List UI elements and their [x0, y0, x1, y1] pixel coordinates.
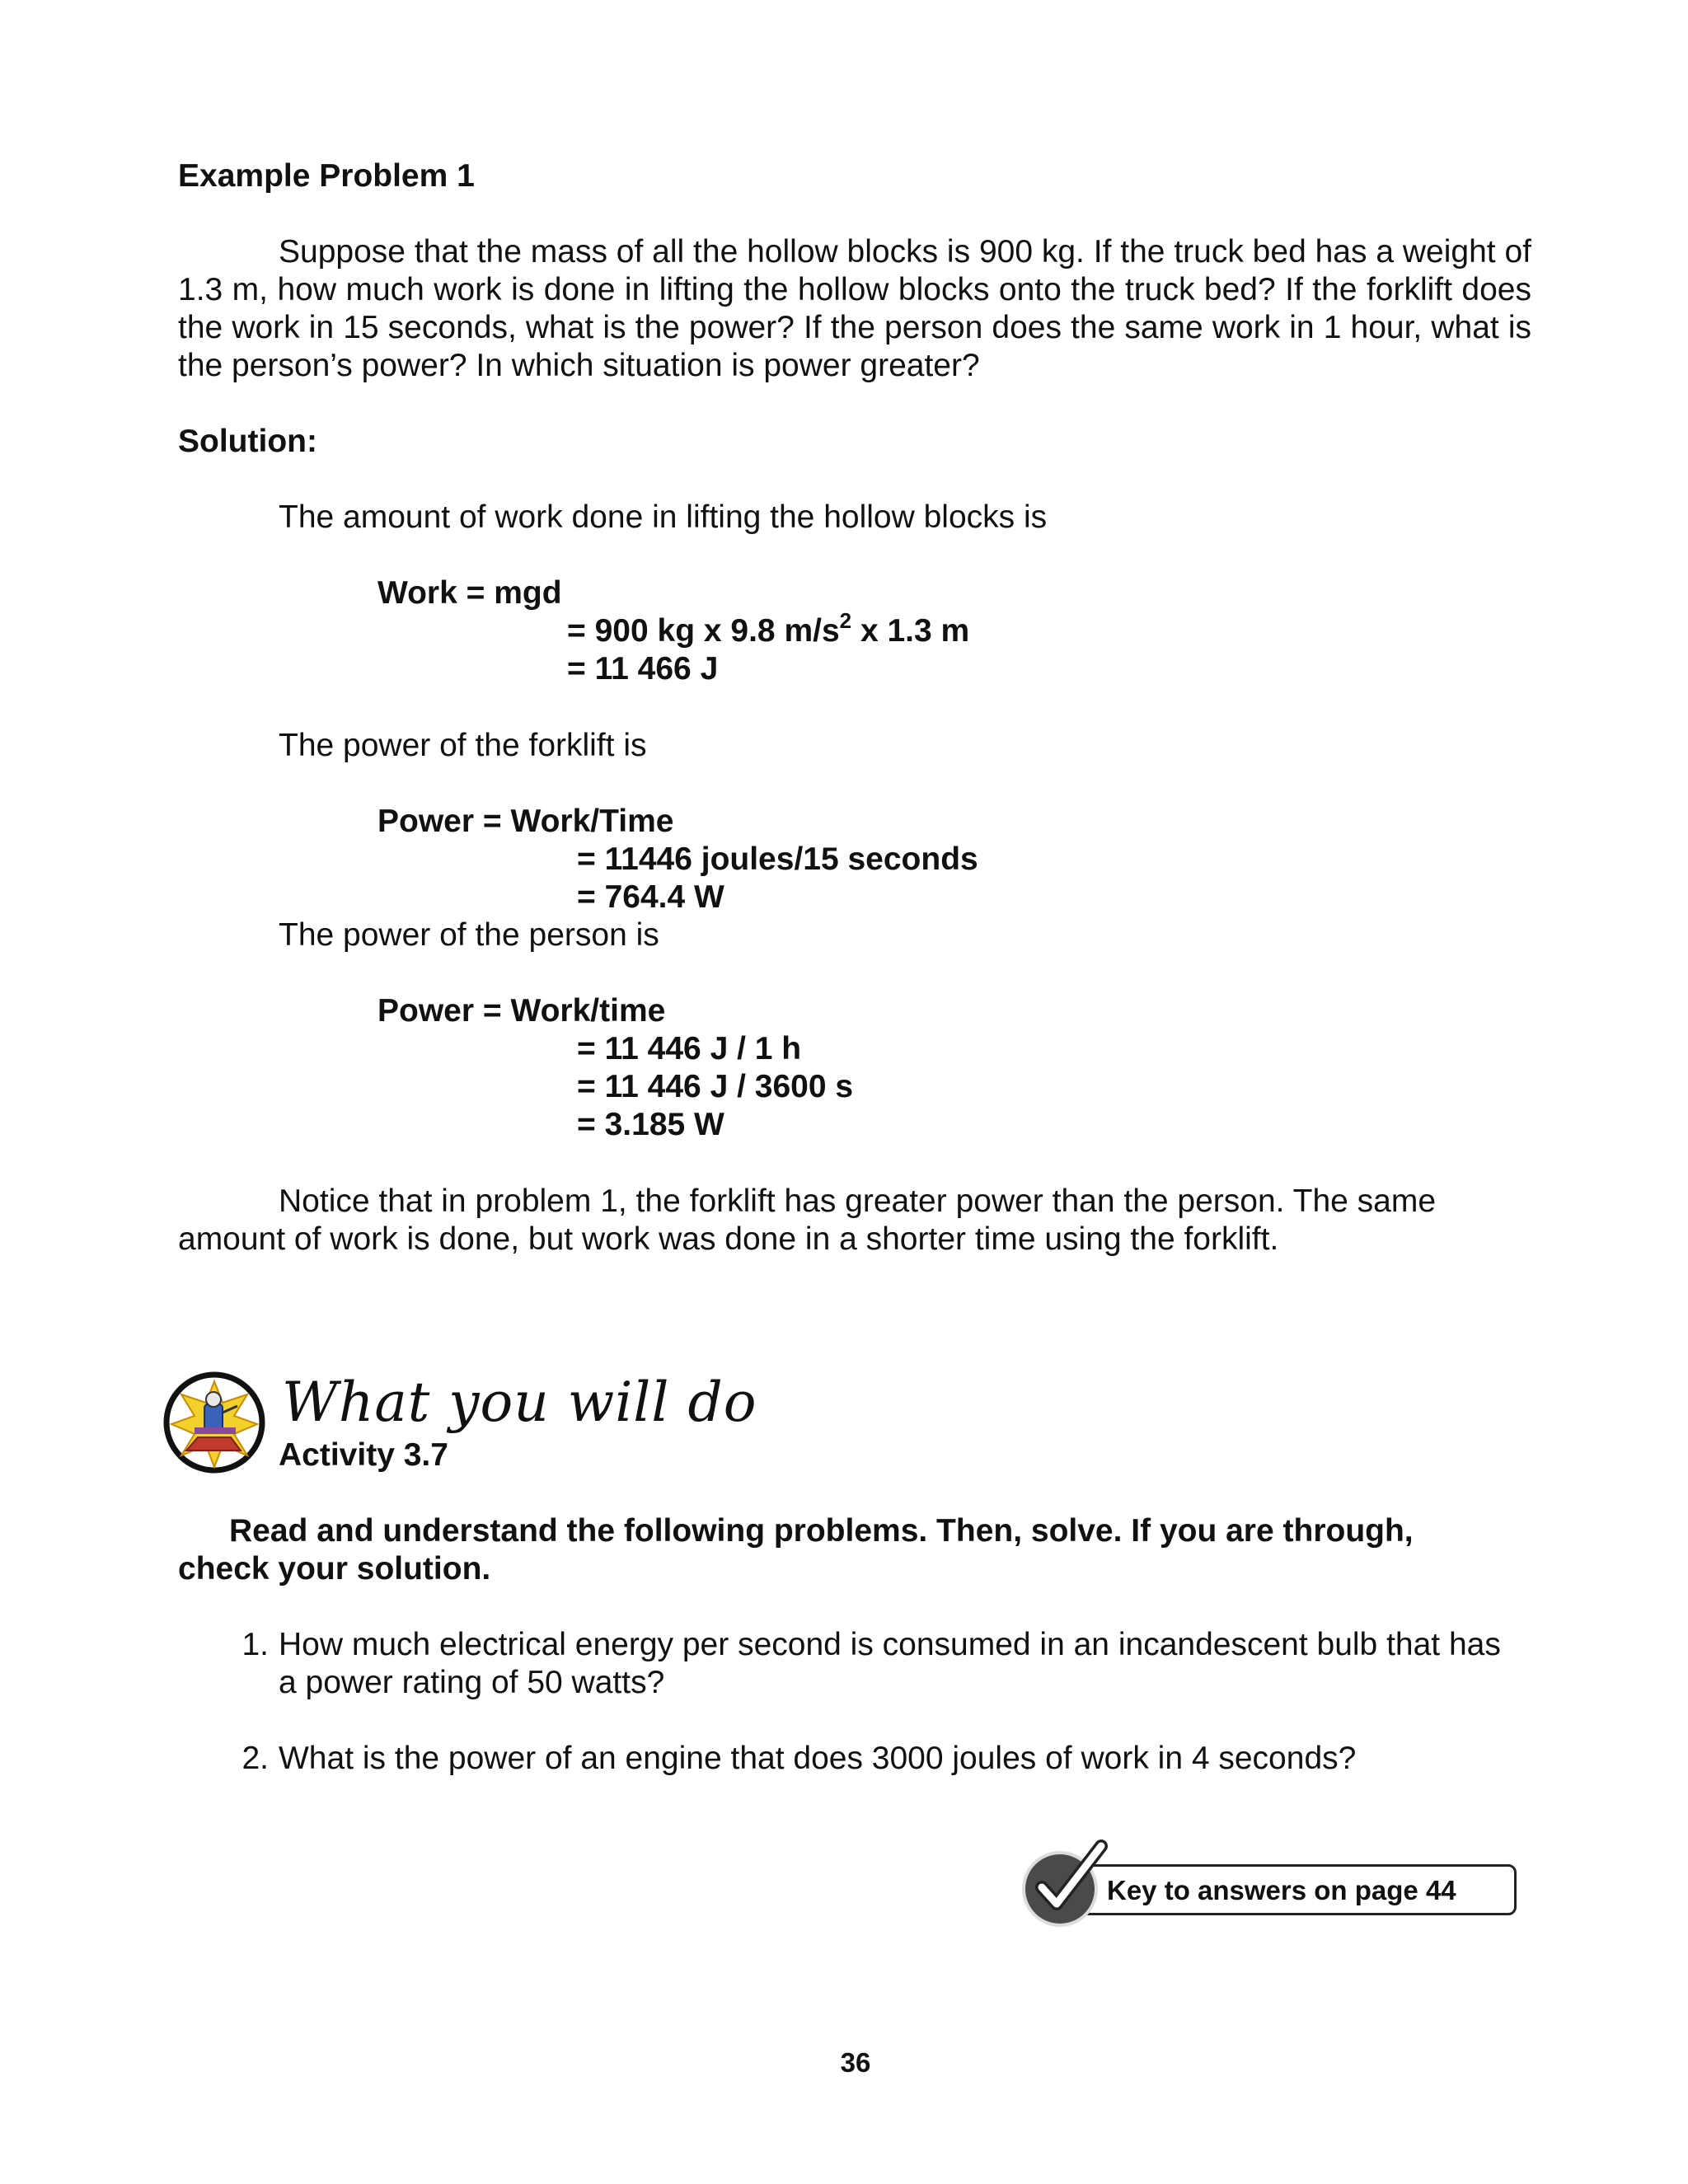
work-step-2: = 11 466 J: [567, 651, 719, 687]
work-intro: The amount of work done in lifting the hollow blocks is: [279, 499, 1048, 535]
answer-key-text: Key to answers on page 44: [1107, 1875, 1456, 1905]
problem-number-2: 2.: [241, 1741, 269, 1776]
checkmark-icon: [1019, 1835, 1114, 1930]
problem-text-1: How much electrical energy per second is consumed in an incandescent bulb that has a power rating of 50 watts?: [279, 1627, 1501, 1700]
work-step-1-exponent: 2: [839, 608, 852, 633]
page-number: 36: [840, 2047, 871, 2078]
problem-paragraph: Suppose that the mass of all the hollow blocks is 900 kg. If the truck bed has a weight of 1.3 m, how much work is done in lifting the hollow blocks onto the truck bed? If the forklift does the work in 15 seconds, what is the power? If the person does the same work in 1 hour, what is the person’s power? In which situation is power greater?: [178, 234, 1531, 383]
person-intro: The power of the person is: [279, 917, 659, 953]
work-step-1: [567, 608, 970, 650]
forklift-equation: Power = Work/Time: [377, 804, 674, 839]
work-step-1-rest: x 1.3 m: [851, 613, 970, 649]
problem-item-2: [241, 1740, 1515, 1778]
forklift-intro: The power of the forklift is: [279, 728, 647, 763]
section-title: What you will do: [282, 1371, 757, 1434]
problem-number-1: 1.: [241, 1627, 269, 1662]
person-step-2: = 11 446 J / 3600 s: [577, 1069, 854, 1104]
person-step-3: = 3.185 W: [577, 1107, 724, 1142]
activity-label: Activity 3.7: [279, 1437, 448, 1473]
notice-paragraph: Notice that in problem 1, the forklift has greater power than the person. The same amount of work is done, but work was done in a shorter time using the forklift.: [178, 1183, 1437, 1257]
activity-instructions: Read and understand the following problems. Then, solve. If you are through, check your solution.: [178, 1513, 1414, 1586]
activity-badge-icon: [162, 1370, 267, 1475]
forklift-step-2: = 764.4 W: [577, 879, 724, 915]
forklift-step-1: = 11446 joules/15 seconds: [577, 841, 978, 877]
person-equation: Power = Work/time: [377, 993, 666, 1029]
example-heading: Example Problem 1: [178, 158, 475, 194]
work-step-1-main: = 900 kg x 9.8 m/s: [567, 613, 840, 649]
problem-text-2: What is the power of an engine that does 3000 joules of work in 4 seconds?: [279, 1741, 1357, 1776]
solution-heading: Solution:: [178, 424, 317, 459]
person-step-1: = 11 446 J / 1 h: [577, 1031, 802, 1066]
problem-item-1: [241, 1626, 1515, 1702]
work-equation: Work = mgd: [377, 575, 562, 611]
